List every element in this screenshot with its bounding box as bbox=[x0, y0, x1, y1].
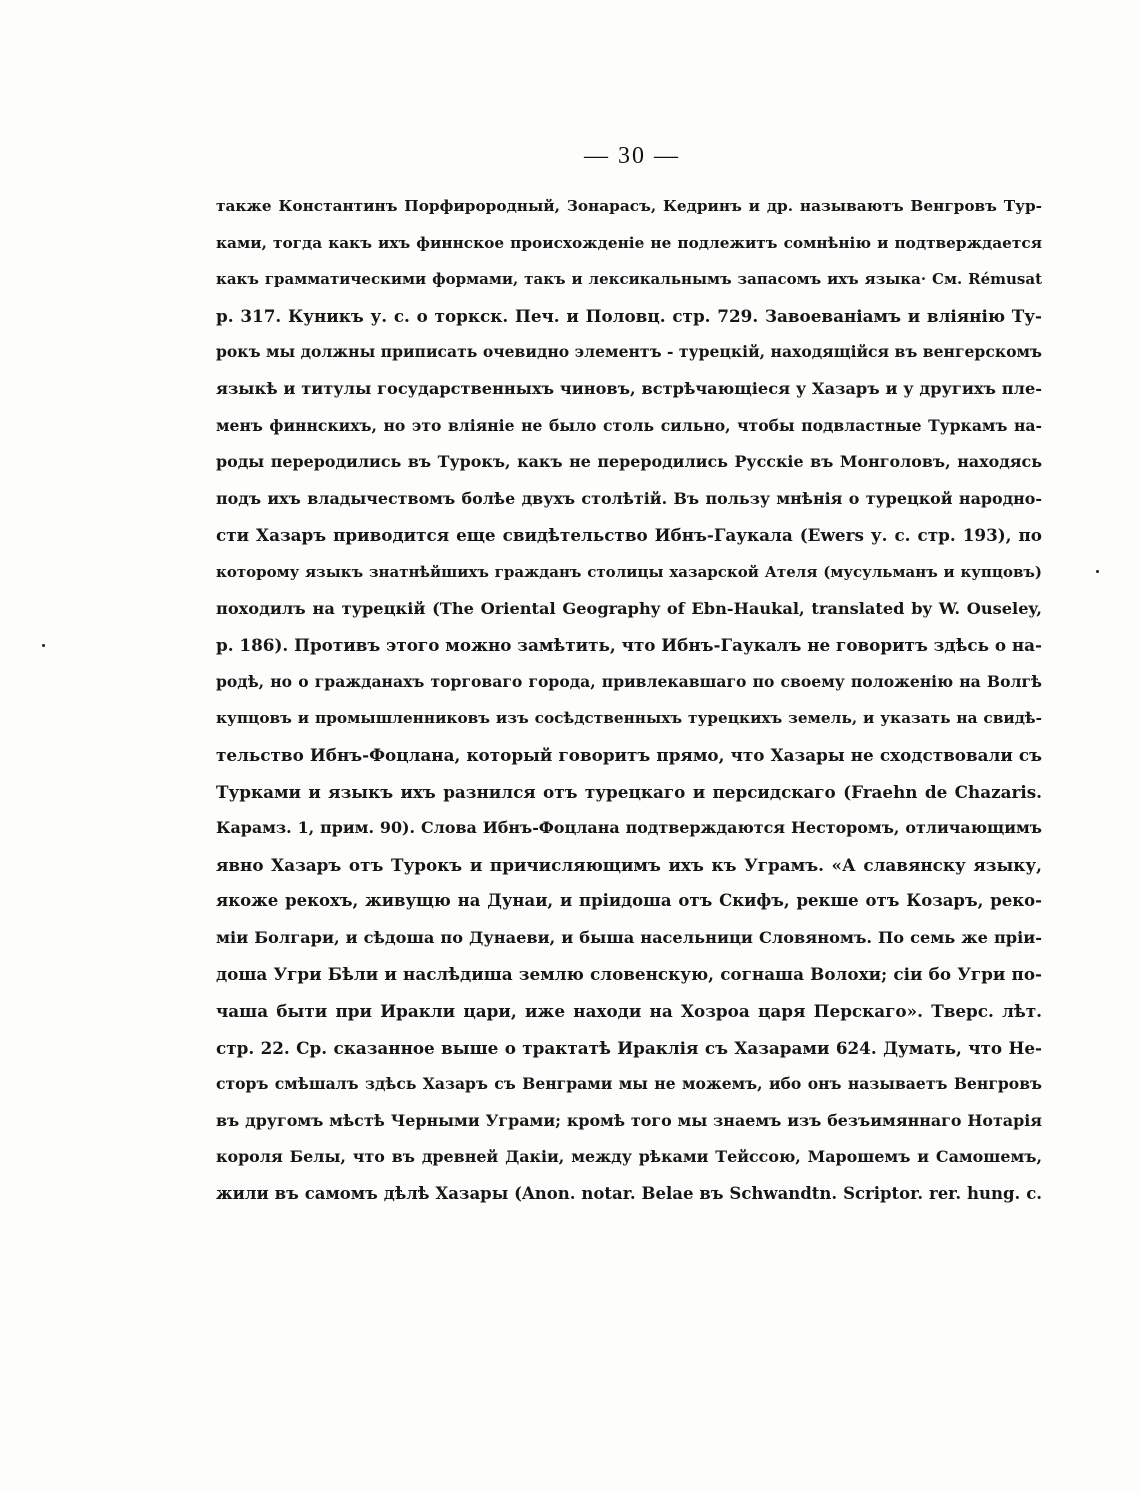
text-line: р. 186). Противъ этого можно замѣтить, что Ибнъ-Гаукалъ не говоритъ здѣсь о на- bbox=[216, 635, 1042, 656]
scan-speck bbox=[42, 644, 45, 647]
text-line: Карамз. 1, прим. 90). Слова Ибнъ-Фоцлана подтверждаются Несторомъ, отличающимъ bbox=[216, 818, 1042, 838]
text-line: также Константинъ Порфирородный, Зонарасъ, Кедринъ и др. называютъ Венгровъ Тур- bbox=[216, 197, 1042, 215]
text-line: подъ ихъ владычествомъ болѣе двухъ столѣтій. Въ пользу мнѣнія о турецкой народно- bbox=[216, 488, 1042, 508]
text-line: тельство Ибнъ-Фоцлана, который говоритъ прямо, что Хазары не сходствовали съ bbox=[216, 744, 1042, 765]
text-line: роды переродились въ Турокъ, какъ не переродились Русскіе въ Монголовъ, находясь bbox=[216, 452, 1042, 472]
text-line: сти Хазаръ приводится еще свидѣтельство Ибнъ-Гаукала (Ewers у. с. стр. 193), по bbox=[216, 525, 1042, 546]
text-line: которому языкъ знатнѣйшихъ гражданъ столицы хазарской Ателя (мусульманъ и купцовъ) bbox=[216, 562, 1042, 581]
text-line: родѣ, но о гражданахъ торговаго города, привлекавшаго по своему положенію на Волгѣ bbox=[216, 671, 1042, 691]
text-line: какъ грамматическими формами, такъ и лексикальнымъ запасомъ ихъ языка· См. Rémusat bbox=[216, 270, 1042, 289]
text-line: рокъ мы должны приписать очевидно элементъ - турецкій, находящійся въ венгерскомъ bbox=[216, 342, 1042, 362]
scan-speck bbox=[1096, 570, 1099, 573]
text-line: купцовъ и промышленниковъ изъ сосѣдственныхъ турецкихъ земель, и указать на свидѣ- bbox=[216, 709, 1042, 728]
text-line: менъ финнскихъ, но это вліяніе не было столь сильно, чтобы подвластные Туркамъ на- bbox=[216, 415, 1042, 435]
text-line: жили въ самомъ дѣлѣ Хазары (Anon. notar. Belae въ Schwandtn. Scriptor. rer. hung. с. bbox=[216, 1184, 1042, 1204]
page-number: — 30 — bbox=[584, 143, 680, 169]
text-line: явно Хазаръ отъ Турокъ и причисляющимъ ихъ къ Уграмъ. «А славянску языку, bbox=[216, 854, 1042, 875]
text-line: чаша быти при Иракли цари, иже находи на Хозроа царя Перскаго». Тверс. лѣт. bbox=[216, 1001, 1042, 1022]
text-line: языкѣ и титулы государственныхъ чиновъ, встрѣчающіеся у Хазаръ и у другихъ пле- bbox=[216, 378, 1042, 398]
body-text bbox=[216, 188, 1042, 1213]
text-line: ками, тогда какъ ихъ финнское происхожденіе не подлежитъ сомнѣнію и подтверждается bbox=[216, 233, 1042, 252]
text-line: сторъ смѣшалъ здѣсь Хазаръ съ Венграми мы не можемъ, ибо онъ называетъ Венгровъ bbox=[216, 1074, 1042, 1094]
text-line: якоже рекохъ, живущю на Дунаи, и пріидоша отъ Скифъ, рекше отъ Козаръ, реко- bbox=[216, 891, 1042, 911]
text-line: въ другомъ мѣстѣ Черными Уграми; кромѣ того мы знаемъ изъ безъимяннаго Нотарія bbox=[216, 1110, 1042, 1130]
text-line: стр. 22. Ср. сказанное выше о трактатѣ Ираклія съ Хазарами 624. Думать, что Не- bbox=[216, 1037, 1042, 1058]
text-line: доша Угри Бѣли и наслѣдиша землю словенскую, согнаша Волохи; сіи бо Угри по- bbox=[216, 964, 1042, 985]
text-line: короля Белы, что въ древней Дакіи, между рѣками Тейссою, Марошемъ и Самошемъ, bbox=[216, 1147, 1042, 1167]
text-line: міи Болгари, и сѣдоша по Дунаеви, и быша насельници Словяномъ. По семь же пріи- bbox=[216, 927, 1042, 947]
text-line: Турками и языкъ ихъ разнился отъ турецкаго и персидскаго (Fraehn de Chazaris. bbox=[216, 781, 1042, 802]
text-line: р. 317. Куникъ у. с. о торкск. Печ. и Половц. стр. 729. Завоеваніамъ и вліянію Ту- bbox=[216, 305, 1042, 326]
text-line: походилъ на турецкій (The Oriental Geography of Ebn-Haukal, translated by W. Ouseley, bbox=[216, 598, 1042, 618]
